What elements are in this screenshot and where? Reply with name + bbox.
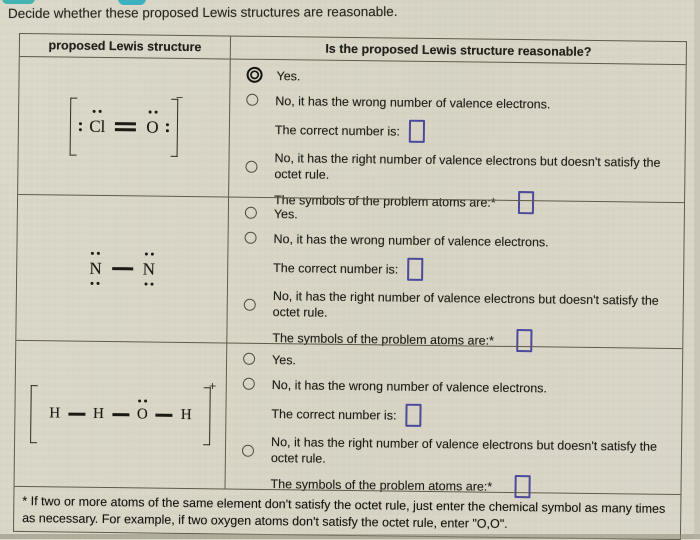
lone-pair-dots [148, 111, 157, 114]
lone-pair-dots [144, 282, 153, 285]
right-bracket [203, 377, 217, 445]
option-yes[interactable]: Yes. [245, 206, 674, 227]
atom-symbol: N [141, 260, 157, 277]
atom-symbol: H [180, 406, 192, 424]
table-row [15, 340, 683, 494]
option-yes[interactable]: Yes. [246, 68, 675, 89]
lone-pair-dots [91, 282, 100, 285]
lone-pair-dots [145, 252, 154, 255]
option-no-wrong-valence[interactable]: No, it has the wrong number of valence electrons. [246, 93, 675, 114]
correct-number-input[interactable] [405, 404, 421, 427]
photo-edge [694, 0, 700, 539]
cropped-ui-fragment [118, 0, 146, 5]
footnote-row [14, 486, 681, 539]
atom-symbol: O [135, 407, 150, 422]
ion-charge: − [175, 89, 184, 105]
atom-symbol: H [49, 405, 61, 422]
option-no-wrong-valence[interactable]: No, it has the wrong number of valence electrons. [244, 231, 673, 252]
problem-atoms-line: The symbols of the problem atoms are:* [272, 326, 672, 354]
radio-no-octet[interactable] [242, 444, 254, 456]
problem-atoms-line: The symbols of the problem atoms are:* [270, 472, 670, 500]
option-no-octet[interactable]: No, it has the right number of valence electrons but doesn't satisfy the octet rule. [242, 434, 671, 471]
radio-yes[interactable] [243, 353, 255, 365]
ion-charge: + [208, 377, 217, 393]
radio-yes[interactable] [246, 67, 262, 83]
structure-cell [18, 57, 231, 197]
atom-symbol: O [144, 118, 160, 135]
radio-no-octet[interactable] [245, 160, 257, 172]
atom-symbol: Cl [87, 118, 107, 135]
table-row [16, 194, 684, 348]
lewis-structure-clo-anion [70, 89, 184, 156]
atom-symbol: N [87, 260, 103, 277]
lewis-structures-table [13, 33, 687, 540]
left-bracket [30, 385, 38, 443]
correct-number-line: The correct number is: [273, 256, 673, 284]
radio-no-wrong-valence[interactable] [243, 378, 255, 390]
lone-pair-dots [138, 399, 147, 402]
lone-pair-dots [91, 252, 100, 255]
right-bracket [170, 89, 184, 156]
table-row [18, 56, 686, 210]
cropped-ui-fragment [2, 0, 35, 4]
structure-cell [16, 195, 229, 343]
option-no-wrong-valence[interactable]: No, it has the wrong number of valence electrons. [243, 377, 672, 398]
double-bond [115, 122, 136, 131]
left-bracket [70, 97, 78, 155]
radio-no-wrong-valence[interactable] [246, 94, 258, 106]
single-bond [112, 267, 133, 270]
radio-yes[interactable] [245, 207, 257, 219]
single-bond [112, 413, 129, 416]
lone-pair-dots [79, 122, 82, 131]
option-yes[interactable]: Yes. [243, 352, 672, 373]
lewis-structure-n2 [87, 239, 157, 298]
correct-number-line: The correct number is: [271, 402, 671, 430]
atom-symbol: H [92, 405, 105, 423]
page-title: Decide whether these proposed Lewis structures are reasonable. [7, 3, 398, 22]
correct-number-input[interactable] [409, 120, 425, 143]
option-no-octet[interactable]: No, it has the right number of valence electrons but doesn't satisfy the octet rule. [245, 150, 674, 187]
answer-cell [227, 198, 684, 349]
photo-edge [0, 534, 700, 539]
option-no-octet[interactable]: No, it has the right number of valence electrons but doesn't satisfy the octet rule. [244, 288, 673, 325]
correct-number-line: The correct number is: [275, 118, 675, 146]
answer-cell [226, 344, 683, 495]
problem-atoms-line: The symbols of the problem atoms are:* [274, 188, 674, 216]
radio-no-octet[interactable] [244, 298, 256, 310]
header-proposed-structure: proposed Lewis structure [20, 34, 231, 59]
radio-no-wrong-valence[interactable] [245, 232, 257, 244]
answer-cell [229, 60, 686, 210]
lewis-structure-h3o-cation [30, 377, 217, 445]
single-bond [156, 414, 173, 417]
correct-number-input[interactable] [407, 258, 423, 281]
header-question: Is the proposed Lewis structure reasonable? [325, 41, 592, 59]
lone-pair-dots [93, 110, 102, 113]
structure-cell [15, 341, 228, 489]
footnote-text: * If two or more atoms of the same element don't satisfy the octet rule, just enter the chemical symbol as many times as necessary. For example, if two oxygen atoms don't satisfy the octet rule, enter "O,O". [22, 494, 666, 531]
single-bond [68, 413, 85, 416]
lone-pair-dots [166, 123, 169, 132]
